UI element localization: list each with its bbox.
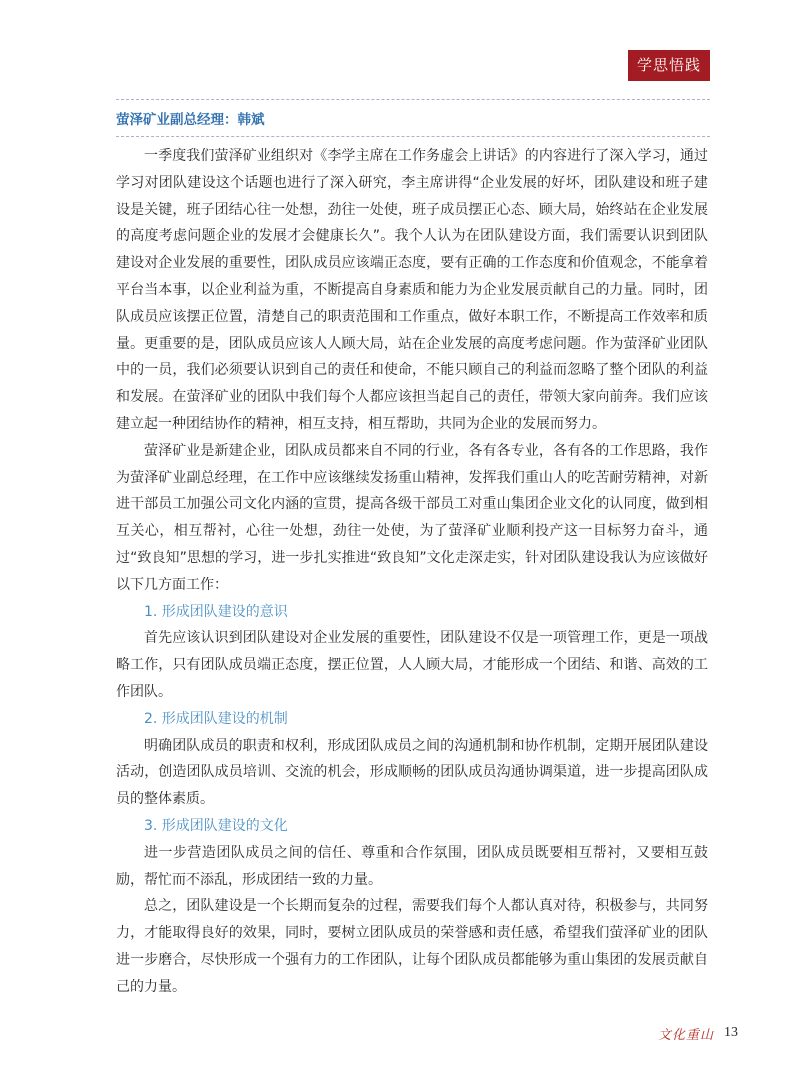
magazine-logo: 文化重山: [657, 1027, 714, 1043]
paragraph-5: 进一步营造团队成员之间的信任、尊重和合作氛围，团队成员既要相互帮衬，又要相互鼓励，帮忙而不添乱，形成团结一致的力量。: [116, 844, 708, 888]
article-body: [116, 143, 708, 1001]
paragraph-1: 一季度我们萤泽矿业组织对《李学主席在工作务虚会上讲话》的内容进行了深入学习，通过学习对团队建设这个话题也进行了深入研究，李主席讲得“企业发展的好坏，团队建设和班子建设是关键，班子团结心往一处想，劲往一处使，班子成员摆正心态、顾大局，始终站在企业发展的高度考虑问题企业的发展才会健康长久”。我个人认为在团队建设方面，我们需要认识到团队建设对企业发展的重要性，团队成员应该端正态度，要有正确的工作态度和价值观念，不能拿着平台当本事，以企业利益为重，不断提高自身素质和能力为企业发展贡献自己的力量。同时，团队成员应该摆正位置，清楚自己的职责范围和工作重点，做好本职工作，不断提高工作效率和质量。更重要的是，团队成员应该人人顾大局，站在企业发展的高度考虑问题。作为萤泽矿业团队中的一员，我们必须要认识到自己的责任和使命，不能只顾自己的利益而忽略了整个团队的利益和发展。在萤泽矿业的团队中我们每个人都应该担当起自己的责任，带领大家向前奔。我们应该建立起一种团结协作的精神，相互支持，相互帮助，共同为企业的发展而努力。: [116, 148, 708, 432]
divider-top: [116, 99, 710, 100]
paragraph-3: 首先应该认识到团队建设对企业发展的重要性，团队建设不仅是一项管理工作，更是一项战略工作，只有团队成员端正态度，摆正位置，人人顾大局，才能形成一个团结、和谐、高效的工作团队。: [116, 630, 708, 700]
page-footer: [658, 1023, 738, 1043]
paragraph-4: 明确团队成员的职责和权利，形成团队成员之间的沟通机制和协作机制，定期开展团队建设活动，创造团队成员培训、交流的机会，形成顺畅的团队成员沟通协调渠道，进一步提高团队成员的整体素质。: [116, 737, 708, 808]
author-line: 萤泽矿业副总经理：韩斌: [116, 112, 265, 128]
paragraph-6: 总之，团队建设是一个长期而复杂的过程，需要我们每个人都认真对待，积极参与，共同努力，才能取得良好的效果，同时，要树立团队成员的荣誉感和责任感，希望我们萤泽矿业的团队进一步磨合，尽快形成一个强有力的工作团队，让每个团队成员都能够为重山集团的发展贡献自己的力量。: [116, 898, 708, 995]
paragraph-2: 萤泽矿业是新建企业，团队成员都来自不同的行业，各有各专业，各有各的工作思路，我作为萤泽矿业副总经理，在工作中应该继续发扬重山精神，发挥我们重山人的吃苦耐劳精神，对新进干部员工加强公司文化内涵的宣贯，提高各级干部员工对重山集团企业文化的认同度，做到相互关心，相互帮衬，心往一处想，劲往一处使，为了萤泽矿业顺利投产这一目标努力奋斗，通过“致良知”思想的学习，进一步扎实推进“致良知”文化走深走实，针对团队建设我认为应该做好以下几方面工作：: [116, 442, 708, 593]
subheading-3: 3. 形成团队建设的文化: [144, 817, 288, 834]
subheading-1: 1. 形成团队建设的意识: [144, 603, 288, 620]
page-number: 13: [724, 1025, 738, 1040]
section-tag: 学思悟践: [628, 50, 710, 81]
divider-bottom: [116, 136, 710, 137]
subheading-2: 2. 形成团队建设的机制: [144, 710, 288, 727]
